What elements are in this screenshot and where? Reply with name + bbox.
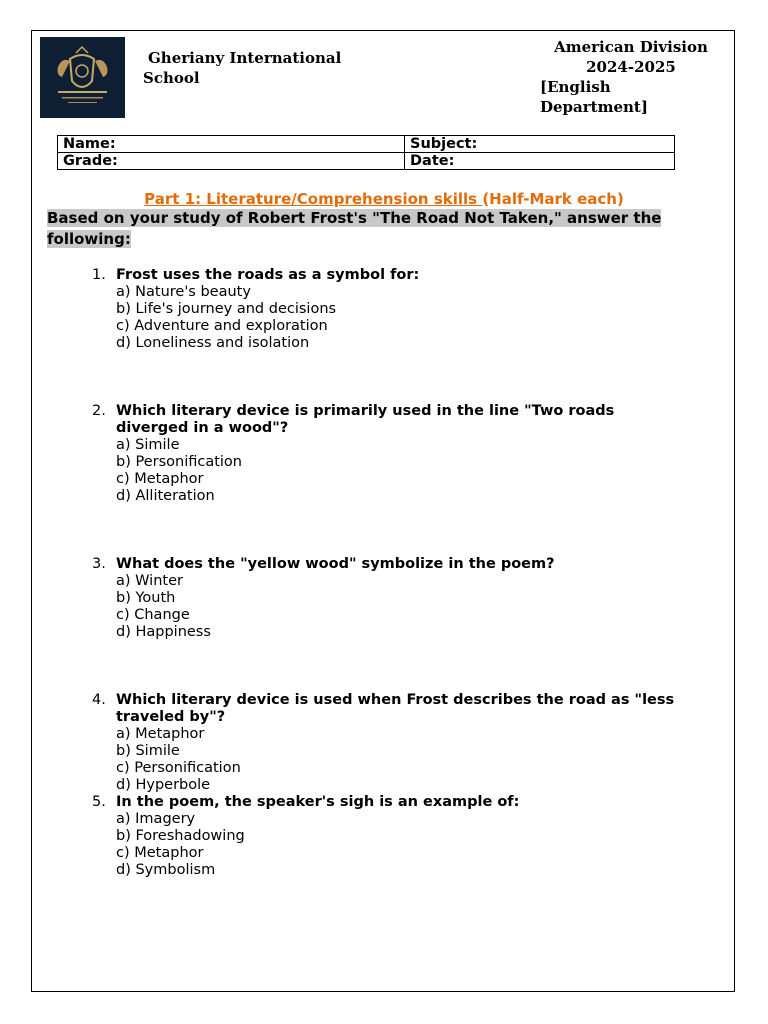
question-stem: Which literary device is used when Frost describes the road as "less traveled by"? — [116, 692, 675, 725]
answer-option[interactable]: b) Simile — [116, 743, 180, 759]
question-number: 2. — [92, 403, 106, 419]
answer-option[interactable]: b) Youth — [116, 590, 176, 606]
question-number: 1. — [92, 267, 106, 283]
part-marks: (Half-Mark each) — [482, 190, 624, 208]
answer-option[interactable]: c) Metaphor — [116, 471, 204, 487]
answer-option[interactable]: b) Personification — [116, 454, 242, 470]
answer-option[interactable]: d) Happiness — [116, 624, 211, 640]
info-row — [58, 136, 675, 153]
question-stem: In the poem, the speaker's sigh is an example of: — [116, 794, 520, 810]
answer-option[interactable]: d) Hyperbole — [116, 777, 211, 793]
academic-year: 2024-2025 — [586, 58, 676, 76]
answer-option[interactable]: b) Foreshadowing — [116, 828, 245, 844]
answer-option[interactable]: d) Symbolism — [116, 862, 216, 878]
answer-option[interactable]: d) Alliteration — [116, 488, 215, 504]
name-field[interactable]: Name: — [58, 136, 405, 153]
question-stem: Frost uses the roads as a symbol for: — [116, 267, 420, 283]
crest-icon — [40, 37, 125, 118]
answer-option[interactable]: b) Life's journey and decisions — [116, 301, 337, 317]
question-2 — [92, 403, 686, 505]
subject-field[interactable]: Subject: — [405, 136, 675, 153]
answer-option[interactable]: a) Imagery — [116, 811, 196, 827]
answer-option[interactable]: a) Metaphor — [116, 726, 205, 742]
instruction — [47, 208, 697, 250]
division-info — [540, 37, 722, 117]
question-4 — [92, 692, 686, 794]
answer-option[interactable]: a) Nature's beauty — [116, 284, 251, 300]
instruction-text: Based on your study of Robert Frost's "The Road Not Taken," answer the following: — [47, 209, 662, 248]
department-name: [English Department] — [540, 78, 648, 116]
question-number: 5. — [92, 794, 106, 810]
answer-option[interactable]: d) Loneliness and isolation — [116, 335, 310, 351]
school-name: Gheriany International School — [143, 49, 342, 87]
question-number: 3. — [92, 556, 106, 572]
answer-option[interactable]: c) Metaphor — [116, 845, 204, 861]
answer-option[interactable]: a) Winter — [116, 573, 183, 589]
student-info-table — [57, 135, 675, 170]
answer-option[interactable]: c) Adventure and exploration — [116, 318, 328, 334]
part-title-text: Part 1: Literature/Comprehension skills — [144, 190, 483, 208]
question-stem: Which literary device is primarily used in the line "Two roads diverged in a wood"? — [116, 403, 615, 436]
question-1 — [92, 267, 686, 352]
school-logo — [40, 37, 125, 118]
question-stem: What does the "yellow wood" symbolize in the poem? — [116, 556, 555, 572]
question-3 — [92, 556, 686, 641]
grade-field[interactable]: Grade: — [58, 153, 405, 170]
question-5 — [92, 794, 686, 879]
question-number: 4. — [92, 692, 106, 708]
info-row — [58, 153, 675, 170]
date-field[interactable]: Date: — [405, 153, 675, 170]
answer-option[interactable]: c) Personification — [116, 760, 241, 776]
part-title — [0, 190, 768, 208]
answer-option[interactable]: a) Simile — [116, 437, 180, 453]
answer-option[interactable]: c) Change — [116, 607, 190, 623]
division-title: American Division — [554, 38, 708, 56]
